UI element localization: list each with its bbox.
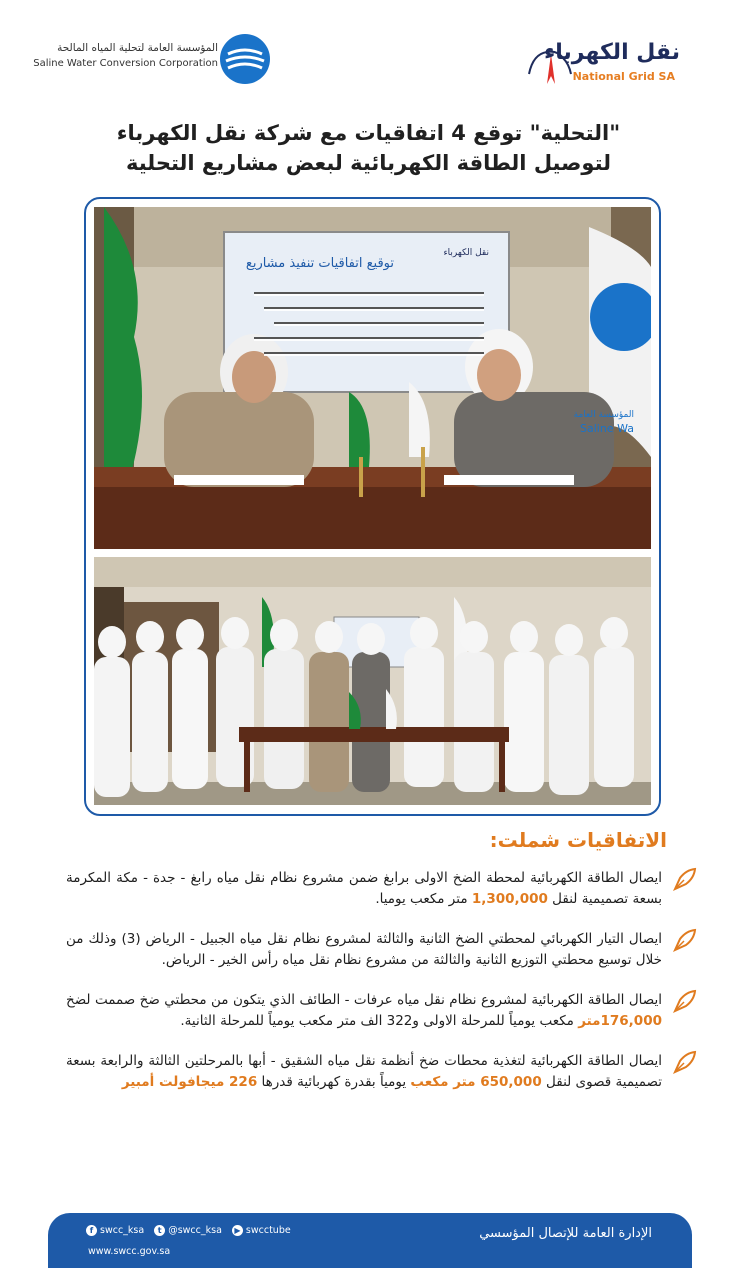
header xyxy=(0,0,737,110)
page-title xyxy=(60,118,677,178)
signing-photo xyxy=(94,207,651,549)
title-line-1: "التحلية" توقع 4 اتفاقيات مع شركة نقل الكهرباء xyxy=(116,121,621,145)
item-text: مكعب يومياً للمرحلة الاولى و322 الف متر مكعب يومياً للمرحلة الثانية. xyxy=(180,1013,579,1029)
swcc-mark-icon xyxy=(220,34,270,84)
item-text: ايصال الطاقة الكهربائية لمشروع نظام نقل مياه عرفات - الطائف الذي يتكون من محطتي ضخ صممت لضخ xyxy=(66,992,662,1008)
highlight-value: 650,000 متر مكعب xyxy=(410,1074,542,1090)
website-link[interactable]: www.swcc.gov.sa xyxy=(88,1246,171,1257)
banner-ar: المؤسسة العامة xyxy=(573,410,634,420)
youtube-link[interactable] xyxy=(232,1225,291,1236)
list-item xyxy=(66,1051,662,1093)
item-text: ايصال الطاقة الكهربائية لمحطة الضخ الاولى برابغ ضمن مشروع نظام نقل مياه رابغ - جدة - مكة المكرمة بسعة تصميمية لنقل xyxy=(66,870,662,907)
facebook-icon: f xyxy=(86,1225,97,1236)
title-line-2: لتوصيل الطاقة الكهربائية لبعض مشاريع التحلية xyxy=(125,151,612,175)
national-grid-en: National Grid SA xyxy=(572,70,675,83)
swcc-logo xyxy=(30,34,280,90)
swcc-name-en: Saline Water Conversion Corporation xyxy=(33,58,218,69)
agreements-list xyxy=(66,868,662,1112)
swcc-name-ar: المؤسسة العامة لتحلية المياه المالحة xyxy=(57,42,218,54)
twitter-handle: @swcc_ksa xyxy=(168,1225,222,1236)
youtube-icon: ▶ xyxy=(232,1225,243,1236)
pen-nib-icon xyxy=(672,866,698,892)
item-text: ايصال التيار الكهربائي لمحطتي الضخ الثانية والثالثة لمشروع نظام نقل مياه الجبيل - الرياض (3) وذلك من خلال توسيع محطتي التوزيع الثانية والثالثة من مشروع نظام نقل مياه رأس الخير - الرياض. xyxy=(66,931,662,968)
footer xyxy=(48,1213,692,1268)
national-grid-logo xyxy=(525,40,705,90)
highlight-value: 226 ميجافولت أمبير xyxy=(121,1074,258,1090)
group-photo xyxy=(94,557,651,805)
item-text: يومياً بقدرة كهربائية قدرها xyxy=(257,1074,411,1090)
signing-scene xyxy=(94,207,651,549)
screen-title: توقيع اتفاقيات تنفيذ مشاريع xyxy=(245,256,394,271)
pen-nib-icon xyxy=(672,988,698,1014)
photo-frame xyxy=(84,197,661,816)
national-grid-ar: نقل الكهرباء xyxy=(544,40,680,65)
facebook-handle: swcc_ksa xyxy=(100,1225,145,1236)
twitter-link[interactable] xyxy=(154,1225,222,1236)
group-scene xyxy=(94,557,651,805)
youtube-handle: swcctube xyxy=(245,1225,291,1236)
item-text: ايصال الطاقة الكهربائية لتغذية محطات ضخ أنظمة نقل مياه الشقيق - أبها بالمرحلتين الثالثة والرابعة بسعة تصميمية قصوى لنقل xyxy=(66,1053,662,1090)
highlight-value: 176,000متر xyxy=(578,1013,662,1029)
list-item xyxy=(66,929,662,971)
highlight-value: 1,300,000 xyxy=(471,891,548,907)
twitter-icon: t xyxy=(154,1225,165,1236)
screen-logo: نقل الكهرباء xyxy=(443,248,489,258)
pen-nib-icon xyxy=(672,1049,698,1075)
pen-nib-icon xyxy=(672,927,698,953)
social-links xyxy=(86,1225,291,1236)
footer-department: الإدارة العامة للإتصال المؤسسي xyxy=(479,1226,652,1241)
list-item xyxy=(66,868,662,910)
facebook-link[interactable] xyxy=(86,1225,144,1236)
section-title: الاتفاقيات شملت: xyxy=(489,828,667,852)
list-item xyxy=(66,990,662,1032)
banner-text: Saline Wa xyxy=(580,422,634,435)
item-text: متر مكعب يوميا. xyxy=(375,891,472,907)
